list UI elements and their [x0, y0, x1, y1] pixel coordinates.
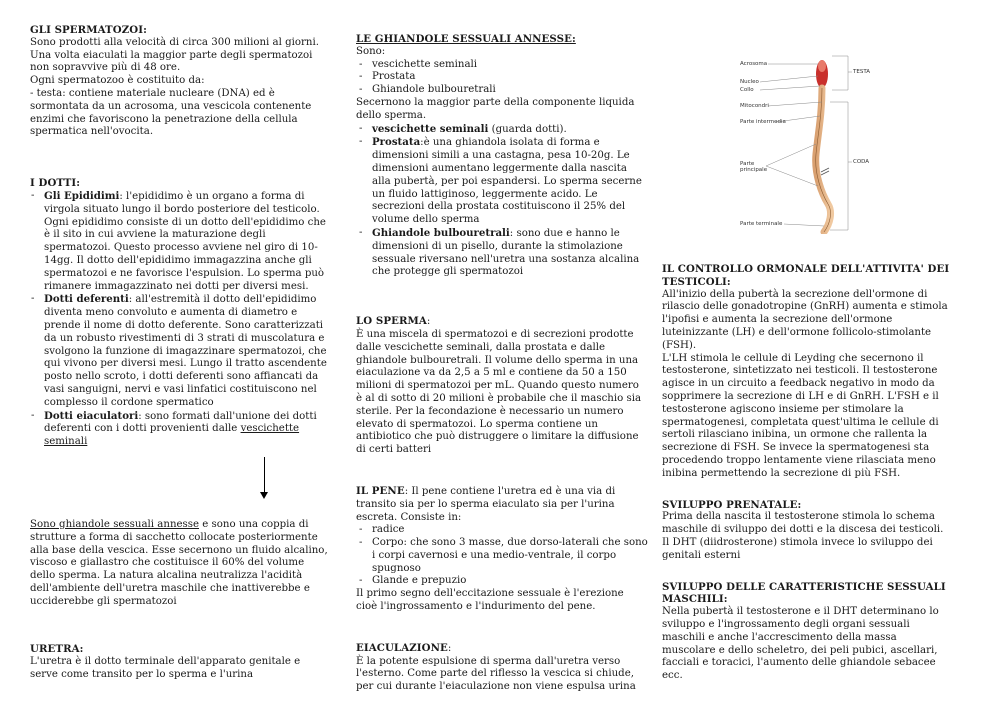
pene-paragraph [356, 485, 648, 524]
label-nucleo: Nucleo [740, 79, 759, 85]
pene-after: Il primo segno dell'eccitazione sessuale è l'erezione cioè l'ingrossamento e l'indurimento del pene. [356, 588, 624, 613]
label-parte-principale: Parte principale [740, 161, 768, 173]
controllo-p2: L'LH stimola le cellule di Leyding che secernono il testosterone, sintetizzato nei testicoli. Il testosterone agisce in un circuito a feedback negativo in modo da sopprimere la secrezione di LH e di GnRH. L'FSH e il testosterone agiscono insieme per stimolare la spermatogenesi, completata quest'ultima le cellule di sertoli rilasciano inibina, un ormone che rallenta la secrezione di FSH. Se invece la spermatogenesi sta procedendo troppo lentamente viene rilasciata meno inibina permettendo la secrezione di più FSH. [662, 352, 939, 479]
uretra-text: L'uretra è il dotto terminale dell'apparato genitale e serve come transito per lo sperma e l'urina [30, 656, 301, 681]
leader-lines [760, 56, 852, 230]
spermatozoi-text [30, 37, 330, 139]
item-label: Gli Epididimi [44, 189, 120, 202]
list-item: - Ghiandole bulbouretrali [372, 84, 648, 97]
sperm-diagram [738, 54, 878, 234]
section-title-pene: IL PENE [356, 484, 405, 497]
text-line: spermatica nell'ovocita. [30, 126, 154, 138]
list-item: - radice [372, 524, 648, 537]
item-label: vescichette seminali [372, 122, 489, 135]
section-title-ghiandole: LE GHIANDOLE SESSUALI ANNESSE: [356, 33, 576, 45]
list-item [44, 410, 330, 449]
label-coda: CODA [853, 159, 870, 165]
sperm-acrosome [818, 60, 826, 72]
text-line: Sono prodotti alla velocità di circa 300 milioni al giorni. [30, 36, 319, 48]
label-acrosoma: Acrosoma [740, 61, 768, 67]
item-text: : sono due e hanno le dimensioni di un pisello, durante la stimolazione sessuale riversano nell'uretra una sostanza alcalina che protegge gli spermatozoi [372, 227, 640, 278]
item-label: Dotti deferenti [44, 293, 129, 306]
glands-paragraph [30, 519, 330, 609]
caratteristiche-text: Nella pubertà il testosterone e il DHT determinano lo sviluppo e l'ingrossamento degli organi sessuali maschili e anche l'accrescimento della massa muscolare e dello scheletro, dei peli pubici, ascellari, facciali e toracici, l'aumento delle ghiandole sebacee ecc. [662, 606, 939, 682]
text-line: Ogni spermatozoo è costituito da: [30, 75, 205, 87]
text-line: - testa: contiene materiale nucleare (DNA) ed è [30, 87, 275, 99]
sperma-text: È una miscela di spermatozoi e di secrezioni prodotte dalle vescichette seminali, dalla prostata e dalle ghiandole bulbouretrali. Il volume dello sperma in una eiaculazione va da 2,5 a 5 ml e contiene da 50 a 150 milioni di spermatozoi per mL. Quando questo numero è al di sotto di 20 milioni è probabile che il maschio sia sterile. Per la fecondazione è necessario un numero elevato di spermatozoi. Lo sperma contiene un antibiotico che può distruggere o limitare la diffusione di certi batteri [356, 328, 642, 456]
label-testa: TESTA [853, 69, 871, 75]
text-line: Una volta eiaculati la maggior parte degli spermatozoi [30, 49, 313, 61]
section-title-uretra: URETRA: [30, 643, 84, 656]
dotti-list [30, 190, 330, 449]
label-collo: Collo [740, 87, 754, 93]
list-item [44, 190, 330, 293]
item-text: :è una ghiandola isolata di forma e dimensioni simili a una castagna, pesa 10-20g. Le dimensioni aumentano leggermente dalla nascita alla pubertà, per poi espandersi. Lo sperma secerne un fluido lattiginoso, leggermente acido. Le secrezioni della prostata costituiscono il 25% del volume dello sperma [372, 137, 642, 226]
column-middle [356, 33, 648, 694]
list-item: - Corpo: che sono 3 masse, due dorso-laterali che sono i corpi cavernosi e una medio-ventrale, il corpo spugnoso [372, 537, 648, 575]
down-arrow-container [30, 449, 330, 519]
list-item [372, 136, 648, 227]
label-parte-intermedia: Parte intermedia [740, 119, 786, 125]
sperma-title-line: LO SPERMA: [356, 315, 431, 328]
text-line: sormontata da un acrosoma, una vescicola contenente [30, 100, 312, 112]
pene-list [356, 524, 648, 588]
arrow-down-icon [264, 457, 265, 493]
item-text: : l'epididimo è un organo a forma di virgola situato lungo il bordo posteriore del testicolo. Ogni epididimo consiste di un dotto dell'epididimo che è il sito in cui avviene la maturazione degli spermatozoi. Questo processo avviene nel giro di 10-14gg. Il dotto dell'epididimo immagazzina anche gli spermatozoi e ne favorisce l'espulsion. Lo sperma può rimanere immagazzinato nei dotti per diversi mesi. [44, 190, 326, 292]
vescichette-link: vescichette seminali [44, 423, 300, 448]
column-right [662, 263, 952, 683]
section-title-sperma: LO SPERMA [356, 315, 427, 328]
item-label: Ghiandole bulbouretrali [372, 226, 510, 239]
ghiandole-detail-list [356, 123, 648, 280]
section-title-prenatale: SVILUPPO PRENATALE: [662, 498, 802, 511]
label-parte-terminale: Parte terminale [740, 221, 783, 227]
glands-text: e sono una coppia di strutture a forma di sacchetto collocate posteriormente alla base della vescica. Esse secernono un fluido alcalino, viscoso e giallastro che costituisce il 60% del volume dello sperma. La natura alcalina neutralizza l'acidità dell'ambiente dell'uretra maschile che inattiverebbe e ucciderebbe gli spermatozoi [30, 518, 328, 607]
controllo-p1: All'inizio della pubertà la secrezione dell'ormone di rilascio delle gonadotropine (GnRH) aumenta e stimola l'ipofisi e aumenta la secrezione dell'ormone luteinizzante (LH) e dell'ormone follicolo-stimolante (FSH). [662, 288, 948, 351]
list-item: - Glande e prepuzio [372, 575, 648, 588]
glands-underlined: Sono ghiandole sessuali annesse [30, 518, 200, 530]
list-item [372, 227, 648, 279]
text-line: enzimi che favoriscono la penetrazione della cellula [30, 113, 298, 125]
eiaculazione-title-line: EIACULAZIONE: [356, 641, 452, 654]
section-title-controllo: IL CONTROLLO ORMONALE DELL'ATTIVITA' DEI TESTICOLI: [662, 263, 950, 288]
item-text: : all'estremità il dotto dell'epididimo diventa meno convoluto e aumenta di diametro e prende il nome di dotto deferente. Sono caratterizzati da un robusto rivestimenti di 3 strati di muscolatura e svolgono la funzione di imagazzinare spermatozoi, che qui vivono per diversi mesi. Lungo il tratto ascendente posto nello scroto, i dotti deferenti sono affiancati da vasi sanguigni, nervi e vasi linfatici costituiscono nel complesso il cordone spermatico [44, 294, 327, 408]
section-title-eiaculazione: EIACULAZIONE [356, 641, 448, 654]
ghiandole-list [356, 59, 648, 97]
item-text: : sono formati dall'unione dei dotti deferenti con i dotti provenienti dalle [44, 410, 317, 435]
list-item [44, 293, 330, 409]
column-left [30, 24, 330, 682]
pene-intro: : Il pene contiene l'uretra ed è una via di transito sia per lo sperma eiaculato sia per l'urina escreta. Consiste in: [356, 485, 616, 523]
eiaculazione-text: È la potente espulsione di sperma dall'uretra verso l'esterno. Come parte del riflesso la vescica si chiude, per cui durante l'eiaculazione non viene espulsa urina [356, 655, 636, 693]
list-item: - Prostata [372, 71, 648, 84]
section-title-spermatozoi: GLI SPERMATOZOI: [30, 24, 147, 36]
sperm-illustration [738, 54, 878, 234]
item-label: Prostata [372, 136, 421, 149]
item-label: Dotti eiaculatori [44, 409, 139, 422]
list-item [372, 123, 648, 137]
ghiandole-after: Secernono la maggior parte della componente liquida dello sperma. [356, 96, 635, 121]
section-title-caratteristiche: SVILUPPO DELLE CARATTERISTICHE SESSUALI MASCHILI: [662, 580, 946, 606]
label-mitocondri: Mitocondri [740, 103, 769, 109]
section-title-dotti: I DOTTI: [30, 177, 81, 190]
prenatale-text: Prima della nascita il testosterone stimola lo schema maschile di sviluppo dei dotti e la discesa dei testicoli. Il DHT (diidrosterone) stimola invece lo sviluppo dei genitali esterni [662, 511, 944, 561]
text-line: non sopravvive più di 48 ore. [30, 62, 181, 74]
sperm-tail [816, 88, 831, 232]
item-text: (guarda dotti). [488, 123, 567, 135]
list-item: - vescichette seminali [372, 59, 648, 72]
ghiandole-intro: Sono: [356, 45, 386, 57]
